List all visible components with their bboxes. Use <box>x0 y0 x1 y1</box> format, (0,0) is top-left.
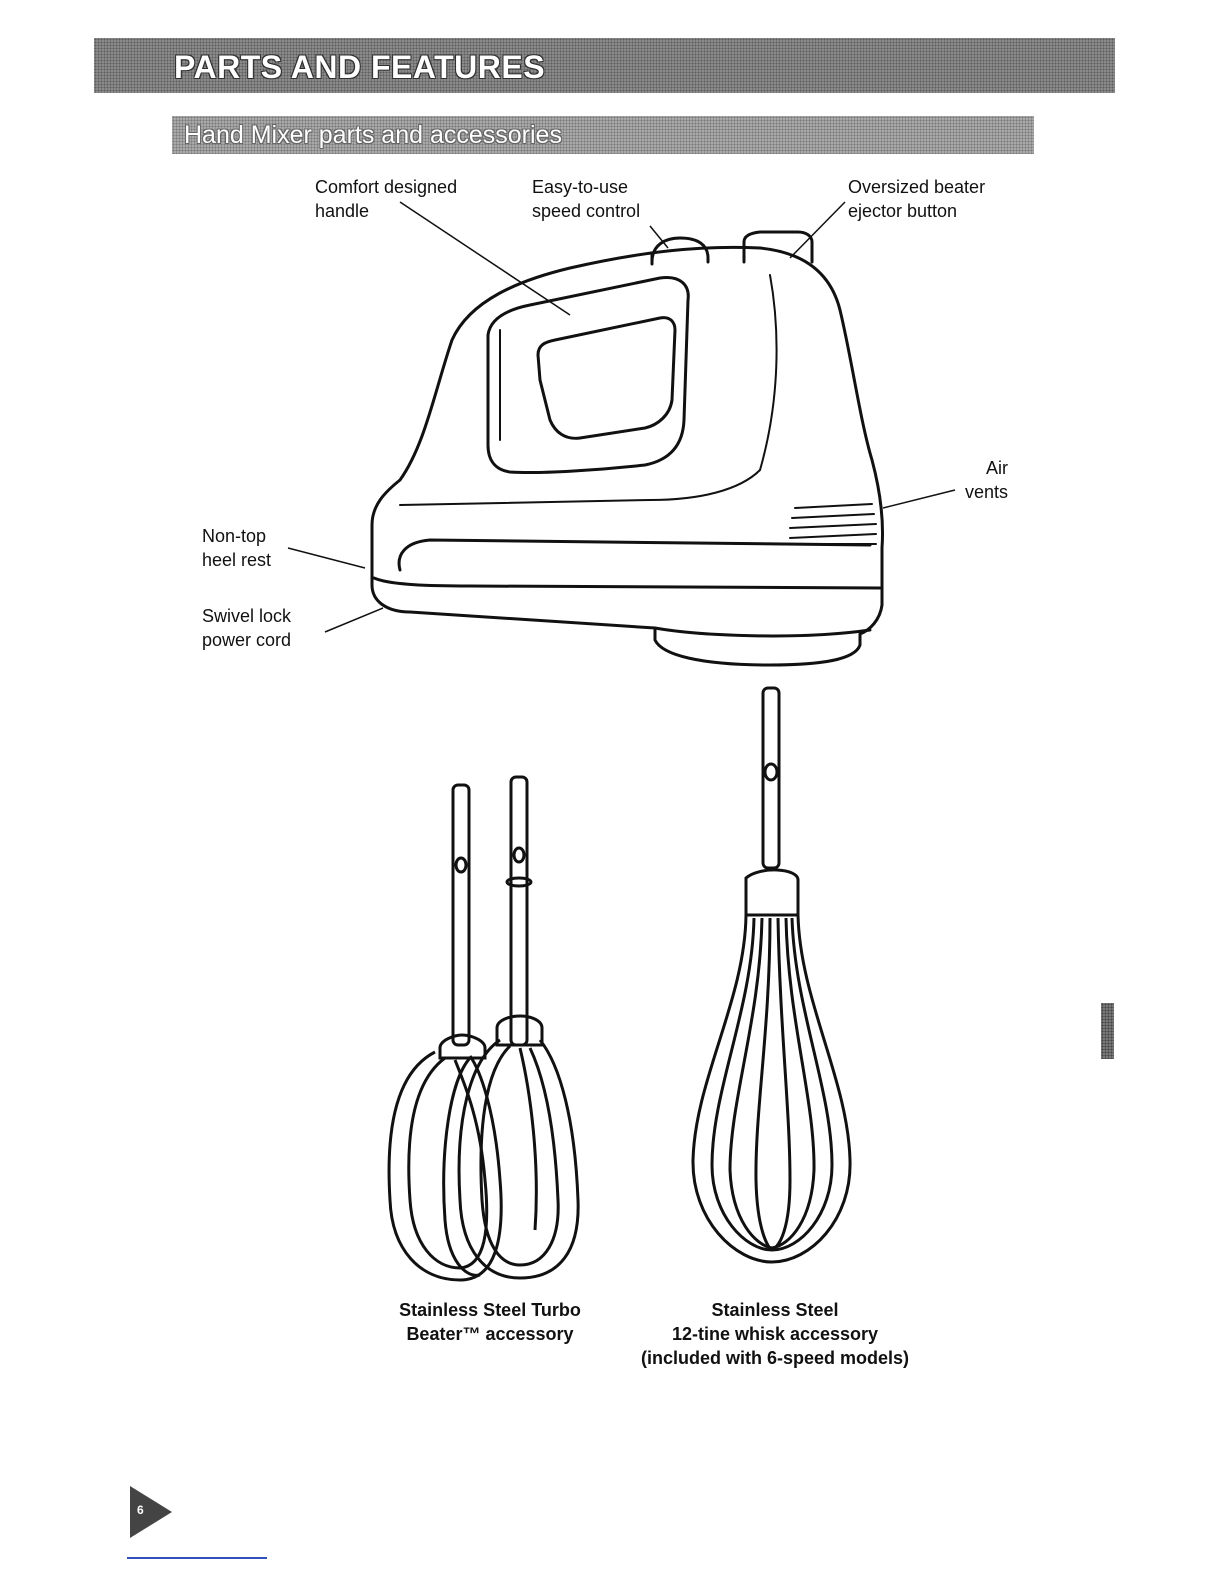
handle-inner-opening <box>538 318 675 439</box>
handle-callout: Comfort designed handle <box>315 177 458 221</box>
turbo-beater-caption-line2: Beater™ accessory <box>406 1324 574 1344</box>
whisk-caption-line1: Stainless Steel <box>711 1300 839 1320</box>
whisk-caption <box>625 1298 925 1370</box>
callout-leaders <box>288 202 955 632</box>
whisk-caption-line3: (included with 6-speed models) <box>640 1348 910 1368</box>
subsection-title: Hand Mixer parts and accessories <box>184 121 562 149</box>
page-number: 6 <box>137 1503 144 1517</box>
section-title: PARTS AND FEATURES <box>174 49 546 85</box>
turbo-beater-caption-line1: Stainless Steel Turbo <box>399 1300 581 1320</box>
footer-rule <box>127 1557 267 1559</box>
whisk <box>693 688 850 1262</box>
mixer-body <box>372 247 883 665</box>
mixer-base-band <box>374 578 880 588</box>
heel-rest-callout: Non-top heel rest <box>202 526 272 570</box>
ejector-button-callout: Oversized beater ejector button <box>848 177 986 221</box>
turbo-beaters <box>389 777 578 1280</box>
air-vents-callout: Air vents <box>964 458 1008 502</box>
section-side-tab <box>1101 1003 1114 1059</box>
speed-control-callout: Easy-to-use speed control <box>532 177 641 221</box>
air-vents <box>790 504 876 544</box>
turbo-beater-caption <box>380 1298 600 1346</box>
power-cord-callout: Swivel lock power cord <box>202 606 292 650</box>
handle-grip <box>488 277 688 472</box>
whisk-caption-line2: 12-tine whisk accessory <box>671 1324 879 1344</box>
